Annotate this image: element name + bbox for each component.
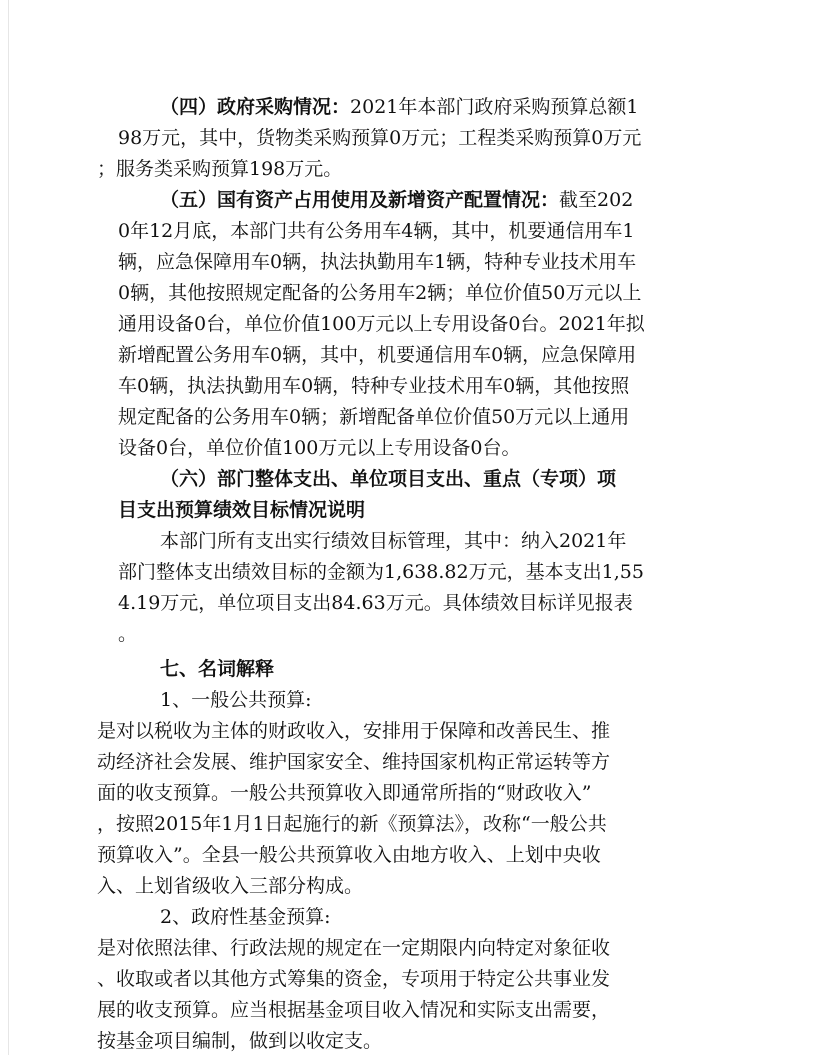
- paragraph-line: 0辆，其他按照规定配备的公务用车2辆；单位价值50万元以上: [118, 282, 642, 304]
- paragraph-line: 规定配备的公务用车0辆；新增配备单位价值50万元以上通用: [118, 406, 630, 428]
- paragraph-line: 4.19万元，单位项目支出84.63万元。具体绩效目标详见报表: [118, 592, 633, 614]
- paragraph-line: 设备0台，单位价值100万元以上专用设备0台。: [118, 437, 521, 459]
- section-6-heading-cont: 目支出预算绩效目标情况说明: [118, 499, 366, 521]
- page-edge: [8, 0, 9, 1055]
- paragraph-line: 是对依照法律、行政法规的规定在一定期限内向特定对象征收: [97, 937, 611, 959]
- paragraph-line: 新增配置公务用车0辆，其中，机要通信用车0辆，应急保障用: [118, 344, 637, 366]
- section-4-first-line: （四）政府采购情况：2021年本部门政府采购预算总额1: [160, 96, 639, 118]
- section-6-heading: （六）部门整体支出、单位项目支出、重点（专项）项: [160, 468, 617, 490]
- paragraph-line: 面的收支预算。一般公共预算收入即通常所指的“财政收入”: [97, 782, 592, 804]
- paragraph-line: ，按照2015年1月1日起施行的新《预算法》，改称“一般公共: [97, 813, 607, 835]
- paragraph-line: 入、上划省级收入三部分构成。: [97, 875, 364, 897]
- section-5-heading: （五）国有资产占用使用及新增资产配置情况：: [160, 189, 560, 211]
- paragraph-line: 按基金项目编制，做到以收定支。: [97, 1030, 383, 1052]
- paragraph-line: 、收取或者以其他方式筹集的资金，专项用于特定公共事业发: [97, 968, 611, 990]
- section-7-heading: 七、名词解释: [160, 658, 275, 680]
- paragraph-line: 通用设备0台，单位价值100万元以上专用设备0台。2021年拟: [118, 313, 645, 335]
- paragraph-line: 0年12月底，本部门共有公务用车4辆，其中，机要通信用车1: [118, 220, 635, 242]
- section-4-heading: （四）政府采购情况：: [160, 96, 351, 118]
- term-1-title: 1、一般公共预算:: [160, 689, 312, 711]
- paragraph-line: 98万元，其中，货物类采购预算0万元；工程类采购预算0万元: [118, 127, 642, 149]
- paragraph-line: 动经济社会发展、维护国家安全、维持国家机构正常运转等方: [97, 751, 611, 773]
- paragraph-line: ；服务类采购预算198万元。: [97, 158, 343, 180]
- section-5-first-line: （五）国有资产占用使用及新增资产配置情况：截至202: [160, 189, 634, 211]
- paragraph-line: 展的收支预算。应当根据基金项目收入情况和实际支出需要，: [97, 999, 611, 1021]
- paragraph-line: 本部门所有支出实行绩效目标管理，其中：纳入2021年: [160, 530, 627, 552]
- paragraph-line: 部门整体支出绩效目标的金额为1,638.82万元，基本支出1,55: [118, 561, 644, 583]
- paragraph-line: 预算收入”。全县一般公共预算收入由地方收入、上划中央收: [97, 844, 601, 866]
- paragraph-line: 是对以税收为主体的财政收入，安排用于保障和改善民生、推: [97, 720, 611, 742]
- paragraph-line: 车0辆，执法执勤用车0辆，特种专业技术用车0辆，其他按照: [118, 375, 630, 397]
- paragraph-line: 。: [118, 623, 138, 645]
- paragraph-line: 辆，应急保障用车0辆，执法执勤用车1辆，特种专业技术用车: [118, 251, 637, 273]
- document-body: [97, 92, 698, 1057]
- term-2-title: 2、政府性基金预算:: [160, 906, 331, 928]
